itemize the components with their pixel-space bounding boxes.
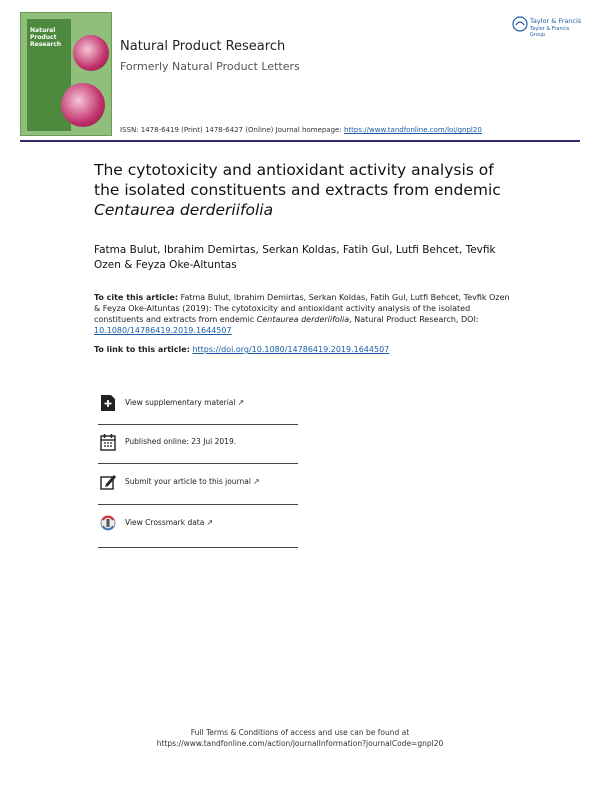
cover-molecule-graphic <box>73 35 109 71</box>
article-title-main: The cytotoxicity and antioxidant activity analysis of the isolated constituents and extracts from endemic <box>94 161 501 199</box>
citation-tail: , Natural Product Research, DOI: <box>349 315 479 324</box>
external-link-icon: ↗ <box>237 398 245 407</box>
article-link-label: To link to this article: <box>94 345 190 354</box>
cover-molecule-graphic <box>61 83 105 127</box>
action-label: Published online: 23 Jul 2019. <box>125 437 237 446</box>
citation-block <box>94 292 514 336</box>
plus-document-icon <box>100 394 116 412</box>
submit-article-link[interactable] <box>98 470 298 500</box>
citation-text: Fatma Bulut, Ibrahim Demirtas, Serkan Koldas, Fatih Gul, Lutfi Behcet, Tevfik Ozen & Feyza Oke-Altuntas (2019): The cytotoxicity and antioxidant activity analysis of the isolated constituents and extracts from endemic <box>94 293 510 324</box>
publisher-logo[interactable] <box>512 16 584 36</box>
publisher-name: Taylor & Francis <box>530 17 582 25</box>
issn-line <box>120 126 482 134</box>
article-title <box>94 160 514 220</box>
calendar-icon <box>100 433 116 451</box>
article-link-block <box>94 345 389 354</box>
action-label: View Crossmark data <box>125 518 205 527</box>
published-online-date <box>98 430 298 460</box>
external-link-icon: ↗ <box>206 518 214 527</box>
article-title-species: Centaurea derderiifolia <box>94 201 274 219</box>
footer-terms-link[interactable]: https://www.tandfonline.com/action/journalInformation?journalCode=gnpl20 <box>156 739 444 748</box>
view-crossmark-data[interactable] <box>98 511 298 541</box>
citation-species: Centaurea derderiifolia <box>256 315 350 324</box>
action-divider <box>98 424 298 425</box>
header-divider <box>20 140 580 142</box>
crossmark-icon <box>100 514 116 532</box>
article-authors: Fatma Bulut, Ibrahim Demirtas, Serkan Koldas, Fatih Gul, Lutfi Behcet, Tevfik Ozen & Feyza Oke-Altuntas <box>94 244 496 271</box>
edit-icon <box>100 473 116 491</box>
publisher-logo-icon <box>512 16 528 32</box>
action-divider <box>98 463 298 464</box>
journal-subtitle: Formerly Natural Product Letters <box>120 60 300 73</box>
footer-line-1: Full Terms & Conditions of access and use can be found at <box>190 728 410 737</box>
cover-title: Natural Product Research <box>30 27 62 48</box>
journal-homepage-link[interactable]: https://www.tandfonline.com/loi/gnpl20 <box>343 126 482 134</box>
citation-label: To cite this article: <box>94 293 179 302</box>
external-link-icon: ↗ <box>252 477 260 486</box>
footer-terms <box>100 727 500 749</box>
issn-text: ISSN: 1478-6419 (Print) 1478-6427 (Online) Journal homepage: <box>120 126 342 134</box>
journal-title: Natural Product Research <box>120 39 286 54</box>
publisher-group: Taylor & Francis Group <box>530 26 570 38</box>
action-divider <box>98 504 298 505</box>
journal-cover-image <box>20 12 112 136</box>
citation-doi-link[interactable]: 10.1080/14786419.2019.1644507 <box>94 326 232 335</box>
action-label: View supplementary material <box>125 398 236 407</box>
view-supplementary-material[interactable] <box>98 391 298 421</box>
article-doi-url[interactable]: https://doi.org/10.1080/14786419.2019.1644507 <box>192 345 390 354</box>
action-divider <box>98 547 298 548</box>
action-label: Submit your article to this journal <box>125 477 251 486</box>
